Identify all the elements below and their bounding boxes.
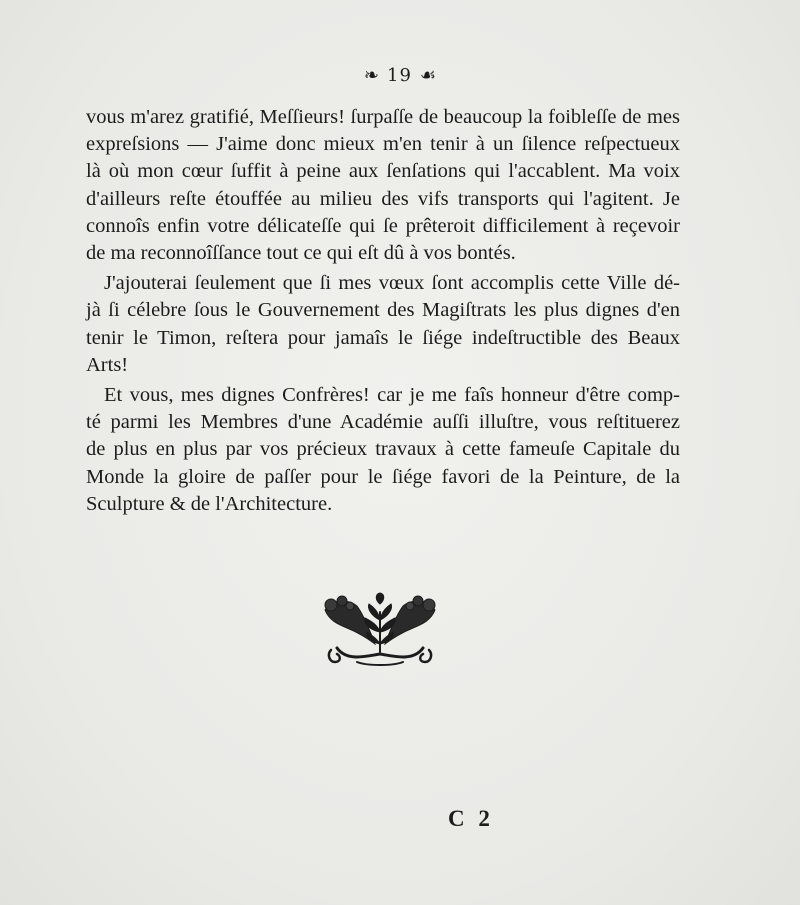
page-header [0,64,800,86]
text-line: Monde la gloire de paſſer pour le ſiége favori de la Peinture, de la [86,465,680,488]
text-line: Et vous, mes dignes Confrères! car je me faîs honneur d'être comp- [104,384,680,407]
text-line: té parmi les Membres d'une Académie auſſi illuſtre, vous reſtituerez [86,411,680,434]
right-fleuron-icon: ☙ [419,64,437,86]
text-line: de ma reconnoîſſance tout ce qui eſt dû à vos bontés. [86,242,516,265]
text-line: tenir le Timon, reſtera pour jamaîs le ſiége indeſtructible des Beaux [86,326,680,349]
text-line: Arts! [86,353,129,376]
paragraph-1 [86,104,680,267]
text-line: d'ailleurs reſte étouffée au milieu des vifs transports qui l'agitent. Je [86,187,680,210]
cornucopia-ornament-icon [317,592,443,668]
left-fleuron-icon: ❧ [363,64,380,86]
signature-mark: C 2 [448,806,494,831]
text-line: de plus en plus par vos précieux travaux à cette fameuſe Capitale du [86,438,680,461]
paragraph-3 [86,382,680,518]
text-line: là où mon cœur ſuffit à peine aux ſenſations qui l'accablent. Ma voix [86,160,680,183]
page-number: 19 [387,64,412,86]
text-line: vous m'arez gratifié, Meſſieurs! ſurpaſſe de beaucoup la foibleſſe de mes [86,106,680,128]
text-line: J'ajouterai ſeulement que ſi mes vœux ſont accomplis cette Ville dé- [104,272,680,295]
body-text [86,104,680,518]
text-line: expreſsions — J'aime donc mieux m'en tenir à un ſilence reſpectueux [86,133,680,156]
text-line: jà ſi célebre ſous le Gouvernement des Magiſtrats les plus dignes d'en [86,299,680,322]
text-line: Sculpture & de l'Architecture. [86,492,333,515]
text-line: connoîs enfin votre délicateſſe qui ſe prêteroit difficilement à reçevoir [86,214,680,237]
paragraph-2 [86,270,680,379]
